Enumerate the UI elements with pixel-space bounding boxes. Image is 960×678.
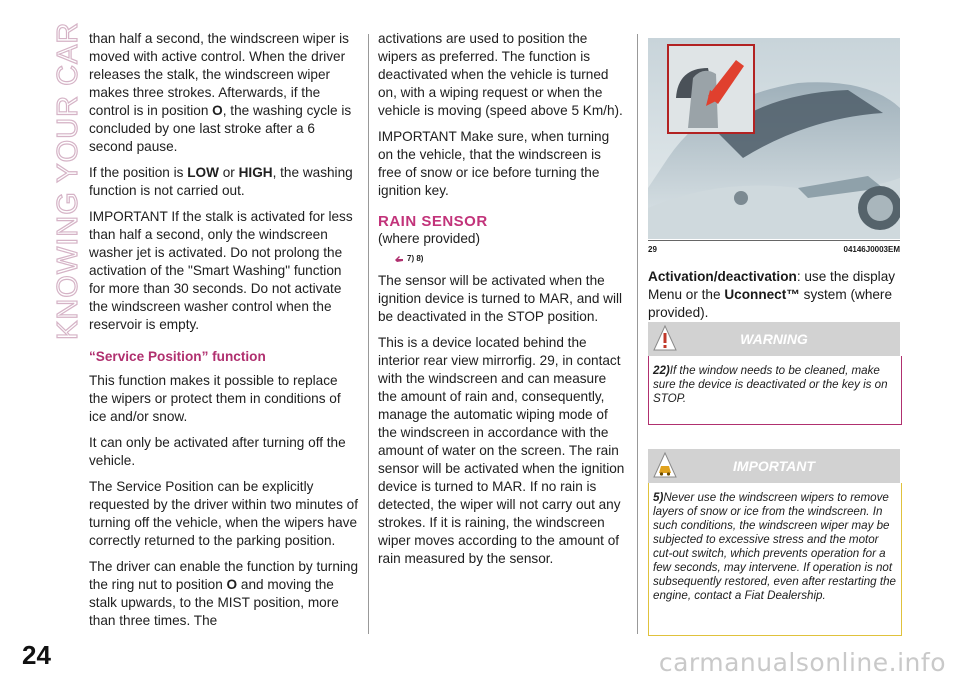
warning-icon xyxy=(652,324,678,354)
paragraph: The sensor will be activated when the ignition device is turned to MAR, and will be deactivated in the STOP position. xyxy=(378,273,623,324)
section-subheading: (where provided) xyxy=(378,231,480,246)
activation-text: Activation/deactivation: use the display Menu or the Uconnect™ system (where provided). xyxy=(648,269,896,320)
warning-body: 22)If the window needs to be cleaned, make sure the device is deactivated or the key is on STOP. xyxy=(648,356,902,425)
references: 7) 8) xyxy=(394,250,628,268)
figure-car-windscreen xyxy=(648,38,900,239)
important-body: 5)Never use the windscreen wipers to remove layers of snow or ice from the windscreen. In such conditions, the windscreen wiper may be subjected to excessive stress and the motor cut-out switch, which prevents operation for a few seconds, may intervene. If operation is not subsequently restored, even after restarting the engine, contact a Fiat Dealership. xyxy=(648,483,902,636)
watermark: carmanualsonline.info xyxy=(658,648,946,677)
figure-code: 04146J0003EM xyxy=(843,245,900,254)
paragraph: activations are used to position the wipers as preferred. The function is deactivated when the vehicle is turned on, with a wiping request or when the vehicle is moving (speed above 5 Km/h). xyxy=(378,31,623,118)
paragraph: than half a second, the windscreen wiper is moved with active control. When the driver releases the stalk, the windscreen wiper makes three strokes. Afterwards, if the control is in position O, the washing cycle is concluded by one last stroke after a 6 second pause. xyxy=(89,31,352,154)
paragraph: The Service Position can be explicitly requested by the driver within two minutes of turning off the vehicle, when the wipers have correctly returned to the parking position. xyxy=(89,479,358,548)
paragraph: This is a device located behind the interior rear view mirrorfig. 29, in contact with the windscreen and can measure the amount of rain and, consequently, manage the automatic wiping mode of the windscreen in accordance with the amount of water on the screen. The rain sensor will be activated when the ignition device is turned to MAR. If no rain is detected, the wiper will not carry out any strokes. If it is raining, the windscreen wiper moves according to the amount of rain measured by the sensor. xyxy=(378,335,625,566)
column-1 xyxy=(89,30,359,638)
paragraph: This function makes it possible to replace the wipers or protect them in conditions of ice and/or snow. xyxy=(89,373,341,424)
section-heading: RAIN SENSOR xyxy=(378,213,488,230)
car-caution-icon xyxy=(652,451,678,481)
paragraph: IMPORTANT If the stalk is activated for less than half a second, only the windscreen washer jet is activated. Do not prolong the activation of the "Smart Washing" function for more than 30 seconds. Do not activate the windscreen washer control when the reservoir is empty. xyxy=(89,209,353,332)
warning-header: WARNING xyxy=(648,322,900,356)
important-header: IMPORTANT xyxy=(648,449,900,483)
paragraph: The driver can enable the function by turning the ring nut to position O and moving the stalk upwards, to the MIST position, more than three times. The xyxy=(89,559,359,628)
paragraph: IMPORTANT Make sure, when turning on the vehicle, that the windscreen is free of snow or ice before turning the ignition key. xyxy=(378,129,610,198)
figure-caption xyxy=(648,240,900,254)
reference-hand-icon xyxy=(394,254,404,264)
figure-number: 29 xyxy=(648,245,657,254)
column-divider xyxy=(368,34,369,634)
column-2 xyxy=(378,30,628,576)
subheading: “Service Position” function xyxy=(89,349,266,364)
paragraph: It can only be activated after turning off the vehicle. xyxy=(89,435,346,468)
page-number: 24 xyxy=(22,640,51,670)
paragraph: If the position is LOW or HIGH, the washing function is not carried out. xyxy=(89,165,353,198)
side-section-title: KNOWING YOUR CAR xyxy=(52,22,84,341)
column-divider xyxy=(637,34,638,634)
